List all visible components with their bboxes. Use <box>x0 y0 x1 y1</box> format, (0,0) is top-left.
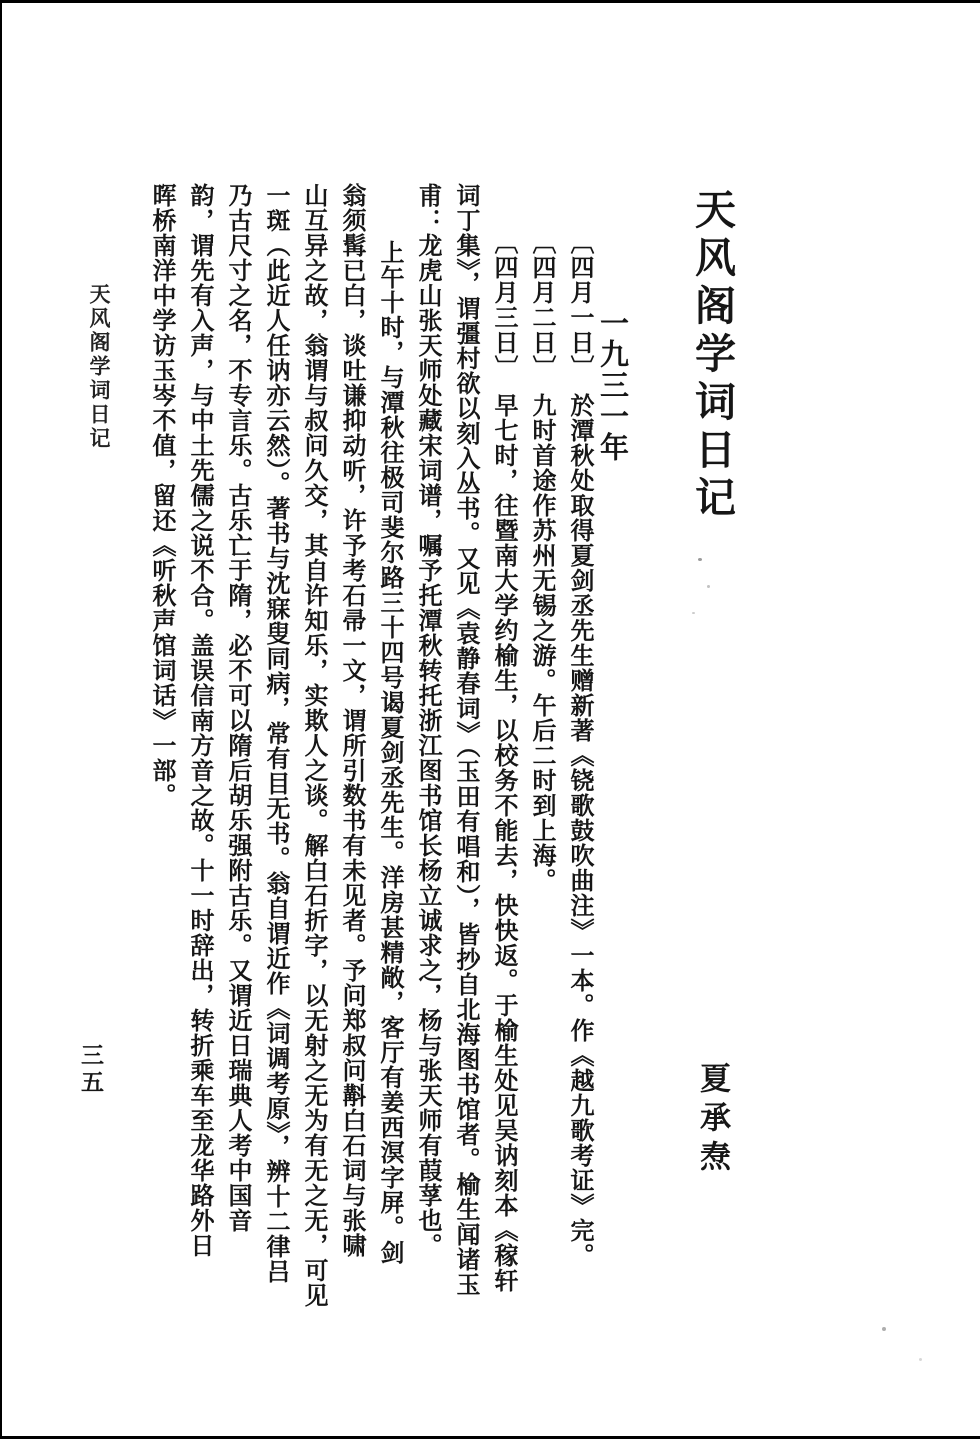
scan-speck <box>698 558 702 561</box>
text-column-paragraph-start: 上午十时，与潭秋往极司斐尔路三十四号谒夏剑丞先生。洋房甚精敞，客厅有姜西溟字屏。剑 <box>376 240 402 1265</box>
page-number: 三五 <box>78 1043 103 1097</box>
scan-edge-left <box>0 0 2 1439</box>
text-column: 词丁集》，谓彊村欲以刻入丛书。又见《袁静春词》（玉田有唱和），皆抄自北海图书馆者。榆生闻诸玉 <box>452 183 478 1297</box>
text-column: 翁须髯已白，谈吐谦抑动听，许予考石帚一文，谓所引数书有未见者。予问郑叔问斠白石词与张啸 <box>338 183 364 1258</box>
scan-speck <box>431 1237 434 1240</box>
text-column: 山互异之故，翁谓与叔问久交，其自许知乐，实欺人之谈。解白石折字，以无射之无为有无之无，可见 <box>300 183 326 1308</box>
author-name: 夏承焘 <box>695 1062 730 1179</box>
text-column: 一斑（此近人任讷亦云然）。著书与沈寐叟同病，常有目无书。翁自谓近作《词调考原》，辨十二律吕 <box>262 183 288 1284</box>
text-column: 甫：龙虎山张天师处藏宋词谱，嘱予托潭秋转托浙江图书馆长杨立诚求之，杨与张天师有葭莩也。 <box>414 183 440 1258</box>
text-column: 晖桥南洋中学访玉岑不值，留还《听秋声馆词话》一部。 <box>148 183 174 808</box>
text-column: 韵，谓先有入声，与中土先儒之说不合。盖误信南方音之故。十一时辞出，转折乘车至龙华路外日 <box>186 183 212 1258</box>
text-column-entry-april-3: 〔四月三日〕 早七时，往暨南大学约榆生，以校务不能去，快快返。于榆生处见吴讷刻本《稼轩 <box>490 230 516 1293</box>
diary-text-block <box>142 183 598 1308</box>
running-title: 天风阁学词日记 <box>87 283 111 451</box>
year-heading: 一九三一年 <box>596 308 628 463</box>
book-title: 天风阁学词日记 <box>689 188 735 524</box>
scan-speck <box>882 1327 886 1331</box>
scan-edge-top <box>0 0 980 3</box>
scan-speck <box>919 1358 922 1361</box>
text-column: 乃古尺寸之名，不专言乐。古乐亡于隋，必不可以隋后胡乐强附古乐。又谓近日瑞典人考中国音 <box>224 183 250 1233</box>
scan-speck <box>707 585 710 588</box>
text-column-entry-april-1: 〔四月一日〕 於潭秋处取得夏剑丞先生赠新著《铙歌鼓吹曲注》一本。作《越九歌考证》完。 <box>566 230 592 1268</box>
text-column-entry-april-2: 〔四月二日〕 九时首途作苏州无锡之游。午后二时到上海。 <box>528 230 554 893</box>
scan-speck <box>692 612 695 614</box>
